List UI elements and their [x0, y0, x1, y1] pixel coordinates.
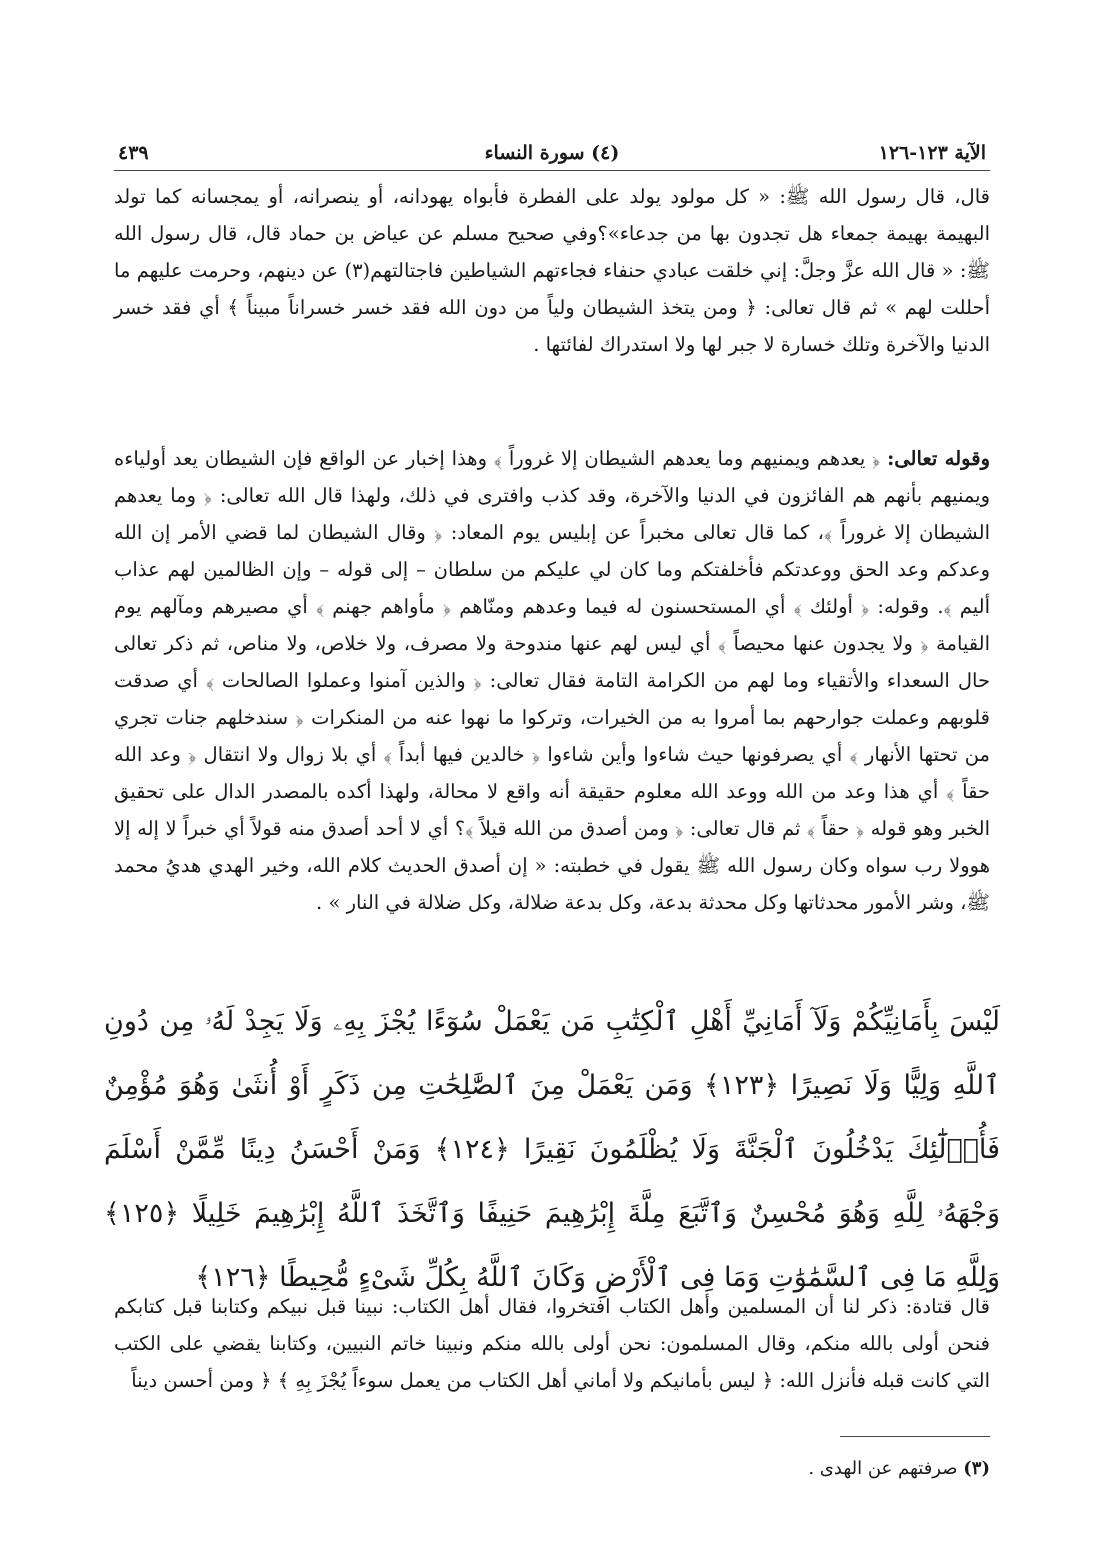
- commentary-paragraph-3: [114, 1288, 990, 1399]
- footnote-text: صرفتهم عن الهدى .: [808, 1458, 958, 1479]
- paragraph-body: ﴿ يعدهم ويمنيهم وما يعدهم الشيطان إلا غروراً ﴾ وهذا إخبار عن الواقع فإن الشيطان يعد أولياءه ويمنيهم بأنهم هم الفائزون في الدنيا والآخرة، وقد كذب وافترى في ذلك، ولهذا قال الله تعالى: ﴿ وما يعدهم الشيطان إلا غروراً ﴾، كما قال تعالى مخبراً عن إبليس يوم المعاد: ﴿ وقال الشيطان لما قضي الأمر إن الله وعدكم وعد الحق ووعدتكم فأخلفتكم وما كان لي عليكم من سلطان – إلى قوله – وإن الظالمين لهم عذاب أليم ﴾. وقوله: ﴿ أولئك ﴾ أي المستحسنون له فيما وعدهم ومنّاهم ﴿ مأواهم جهنم ﴾ أي مصيرهم ومآلهم يوم القيامة ﴿ ولا يجدون عنها محيصاً ﴾ أي ليس لهم عنها مندوحة ولا مصرف، ولا خلاص، ولا مناص، ثم ذكر تعالى حال السعداء والأتقياء وما لهم من الكرامة التامة فقال تعالى: ﴿ والذين آمنوا وعملوا الصالحات ﴾ أي صدقت قلوبهم وعملت جوارحهم بما أمروا به من الخيرات، وتركوا ما نهوا عنه من المنكرات ﴿ سندخلهم جنات تجري من تحتها الأنهار ﴾ أي يصرفونها حيث شاءوا وأين شاءوا ﴿ خالدين فيها أبداً ﴾ أي بلا زوال ولا انتقال ﴿ وعد الله حقاً ﴾ أي هذا وعد من الله ووعد الله معلوم حقيقة أنه واقع لا محالة، ولهذا أكده بالمصدر الدال على تحقيق الخبر وهو قوله ﴿ حقاً ﴾ ثم قال تعالى: ﴿ ومن أصدق من الله قيلاً ﴾؟ أي لا أحد أصدق منه قولاً أي خبراً لا إله إلا هوولا رب سواه وكان رسول الله ﷺ يقول في خطبته: « إن أصدق الحديث كلام الله، وخير الهدي هديُ محمد ﷺ، وشر الأمور محدثاتها وكل محدثة بدعة، وكل بدعة ضلالة، وكل ضلالة في النار » .: [114, 447, 990, 914]
- quran-text: لَيْسَ بِأَمَانِيِّكُمْ وَلَآ أَمَانِيِّ أَهْلِ ٱلْكِتَٰبِ مَن يَعْمَلْ سُوٓءًا يُجْزَ بِهِۦ وَلَا يَجِدْ لَهُۥ مِن دُونِ ٱللَّهِ وَلِيًّا وَلَا نَصِيرًا ﴿١٢٣﴾ وَمَن يَعْمَلْ مِنَ ٱلصَّٰلِحَٰتِ مِن ذَكَرٍ أَوْ أُنثَىٰ وَهُوَ مُؤْمِنٌ فَأُو۟لَٰٓئِكَ يَدْخُلُونَ ٱلْجَنَّةَ وَلَا يُظْلَمُونَ نَقِيرًا ﴿١٢٤﴾ وَمَنْ أَحْسَنُ دِينًا مِّمَّنْ أَسْلَمَ وَجْهَهُۥ لِلَّهِ وَهُوَ مُحْسِنٌ وَٱتَّبَعَ مِلَّةَ إِبْرَٰهِيمَ حَنِيفًا وَٱتَّخَذَ ٱللَّهُ إِبْرَٰهِيمَ خَلِيلًا ﴿١٢٥﴾ وَلِلَّهِ مَا فِى ٱلسَّمَٰوَٰتِ وَمَا فِى ٱلْأَرْضِ وَكَانَ ٱللَّهُ بِكُلِّ شَىْءٍ مُّحِيطًا ﴿١٢٦﴾: [104, 1006, 1000, 1293]
- commentary-paragraph-1: [114, 178, 990, 363]
- page-header: [118, 138, 986, 168]
- footnote-divider: [840, 1436, 990, 1437]
- commentary-paragraph-2: [114, 440, 990, 921]
- paragraph-text: [114, 440, 990, 921]
- page-number: ٤٣٩: [118, 142, 149, 164]
- footnote: [114, 1456, 990, 1482]
- ayah-range: الآية ١٢٣-١٢٦: [878, 142, 986, 164]
- header-divider: [114, 170, 990, 171]
- paragraph-text: قال قتادة: ذكر لنا أن المسلمين وأهل الكتاب افتخروا، فقال أهل الكتاب: نبينا قبل نبيكم وكتابنا قبل كتابكم فنحن أولى بالله منكم، وقال المسلمون: نحن أولى بالله منكم ونبينا خاتم النبيين، وكتابنا يقضي على الكتب التي كانت قبله فأنزل الله: ﴿ ليس بأمانيكم ولا أماني أهل الكتاب من يعمل سوءاً يُجْزَ بِهِ ﴾ ﴿ ومن أحسن ديناً: [114, 1295, 990, 1392]
- quran-verses: [104, 990, 1000, 1310]
- paragraph-text: قال، قال رسول الله ﷺ: « كل مولود يولد على الفطرة فأبواه يهودانه، أو ينصرانه، أو يمجسانه كما تولد البهيمة بهيمة جمعاء هل تجدون بها من جدعاء»؟وفي صحيح مسلم عن عياض بن حماد قال، قال رسول الله ﷺ: « قال الله عزَّ وجلَّ: إني خلقت عبادي حنفاء فجاءتهم الشياطين فاجتالتهم(٣) عن دينهم، وحرمت عليهم ما أحللت لهم » ثم قال تعالى: ﴿ ومن يتخذ الشيطان ولياً من دون الله فقد خسر خسراناً مبيناً ﴾ أي فقد خسر الدنيا والآخرة وتلك خسارة لا جبر لها ولا استدراك لفائتها .: [114, 185, 990, 356]
- surah-name: (٤) سورة النساء: [484, 142, 620, 164]
- footnote-number: (٣): [963, 1458, 990, 1479]
- paragraph-lead: وقوله تعالى:: [887, 447, 990, 470]
